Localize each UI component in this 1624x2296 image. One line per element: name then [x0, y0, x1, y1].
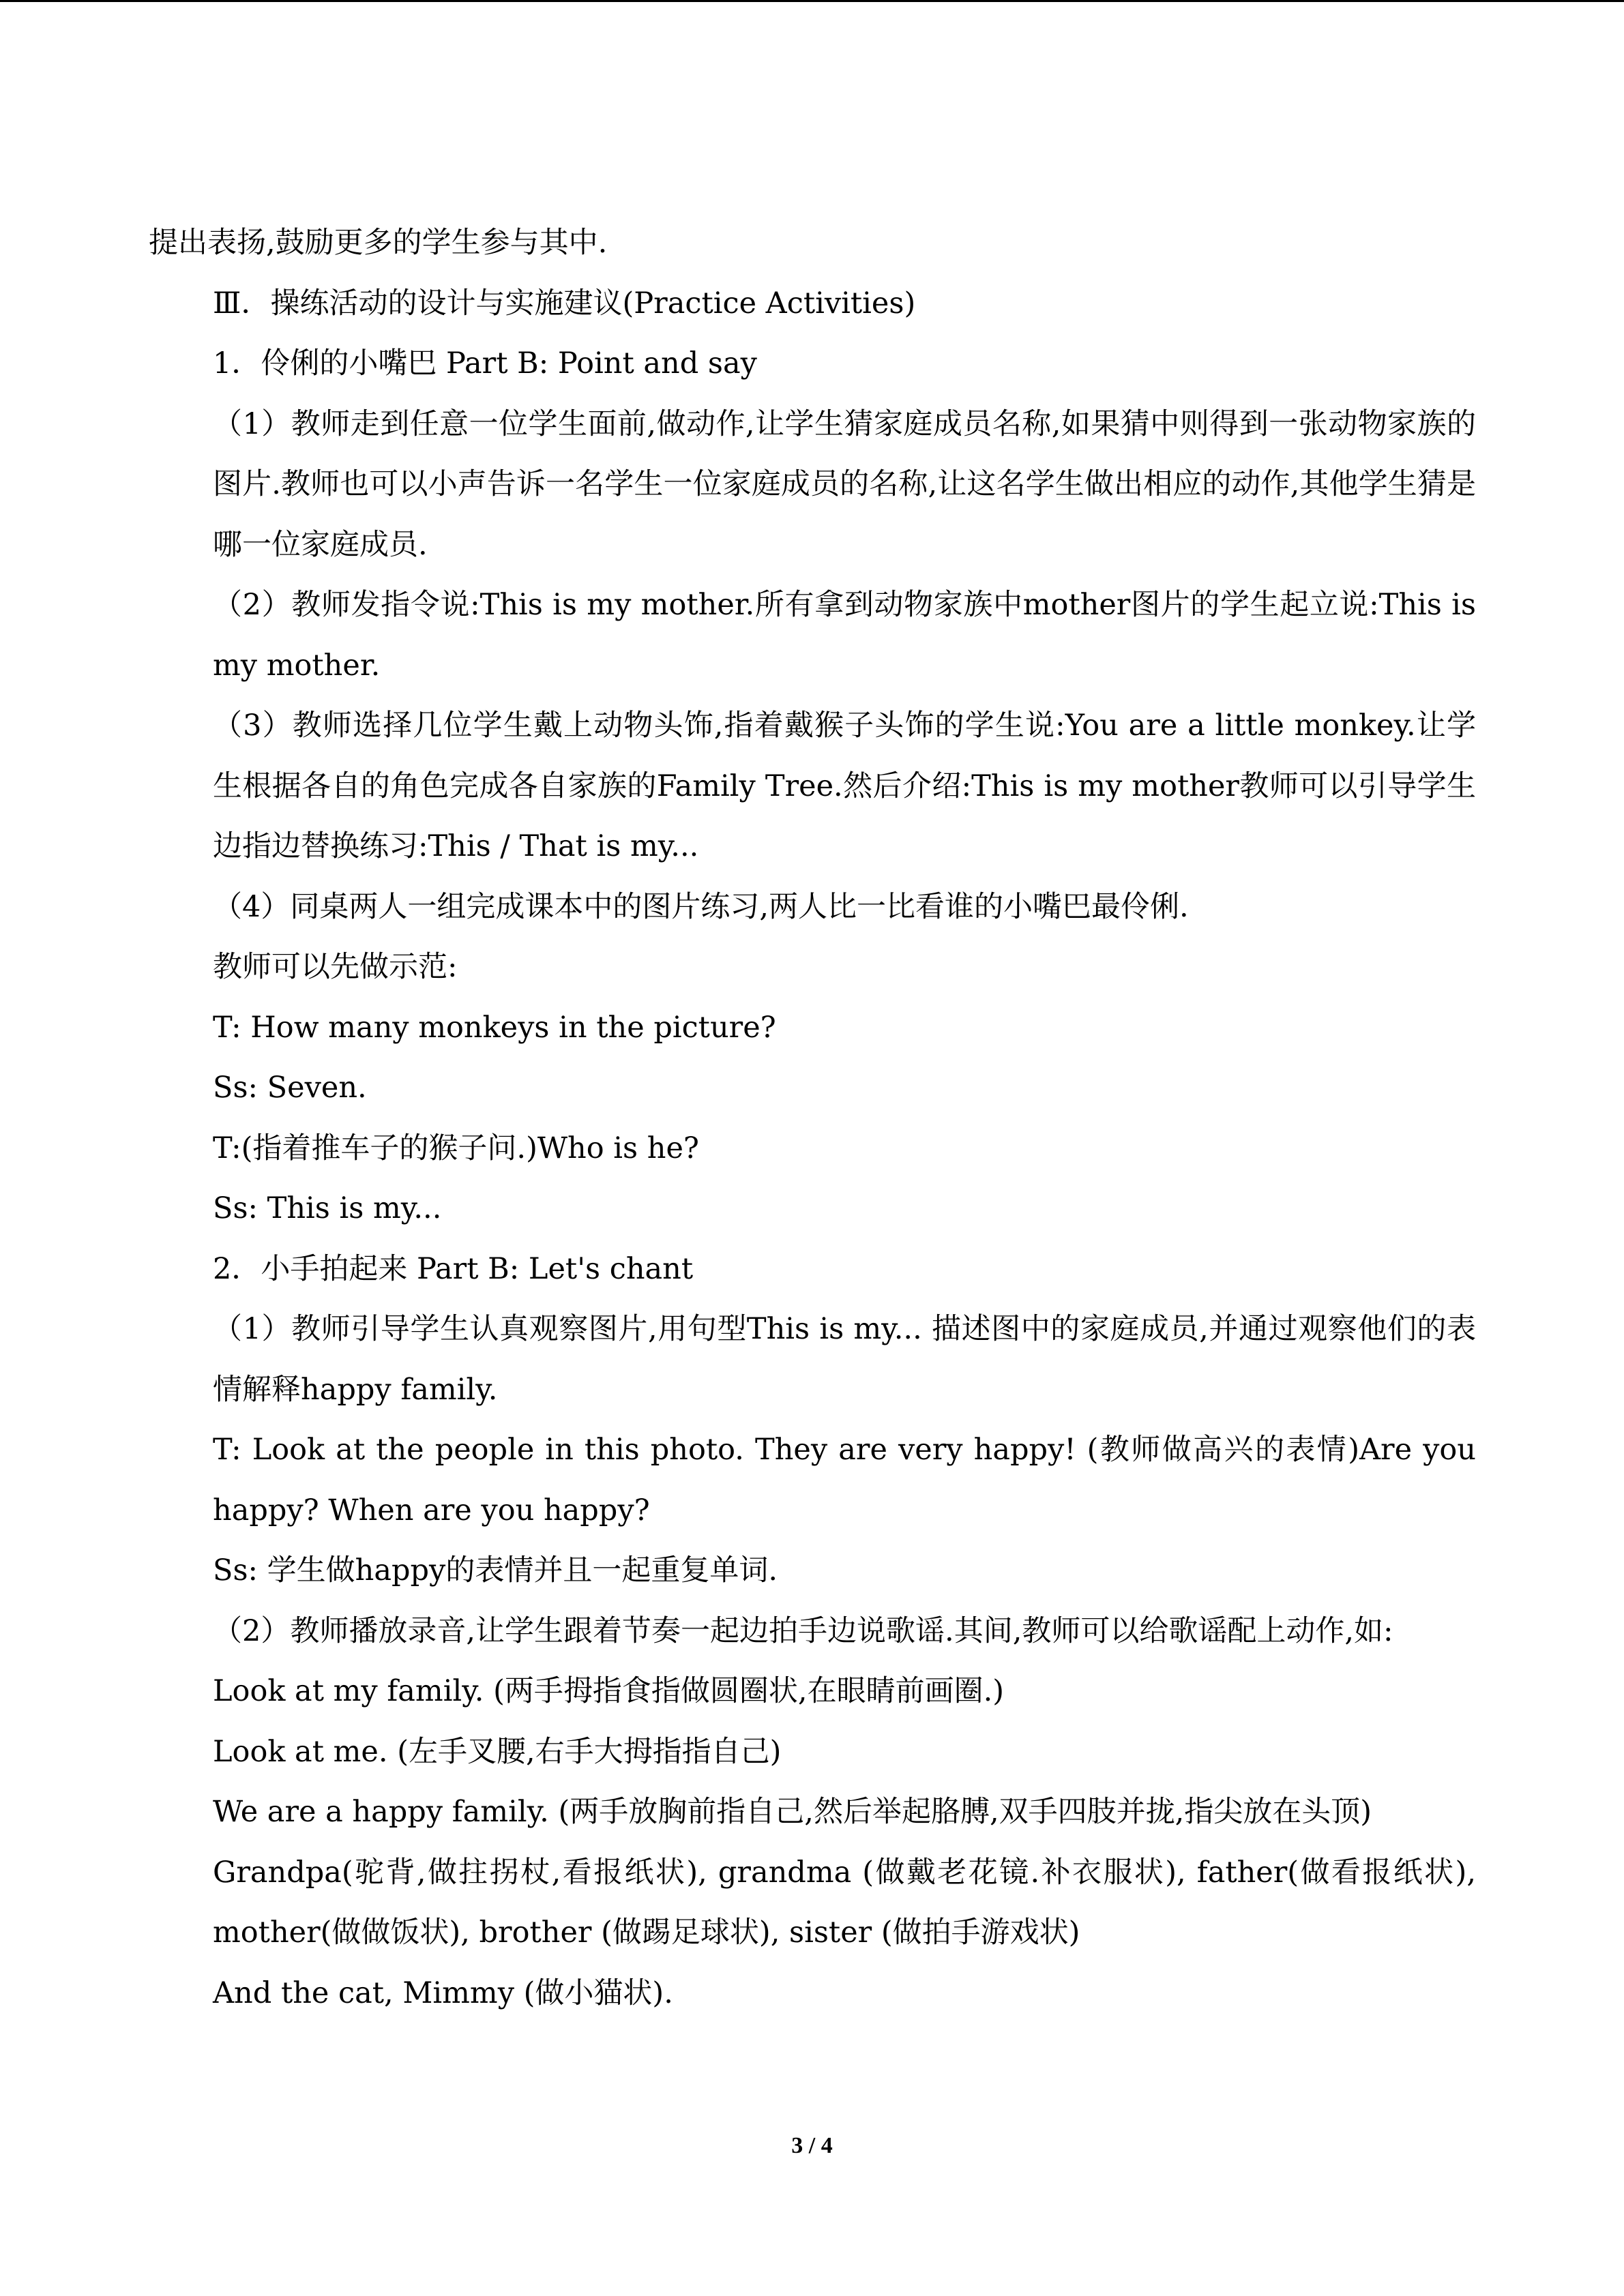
chant-line: Grandpa(驼背,做拄拐杖,看报纸状), grandma (做戴老花镜.补衣服状), father(做看报纸状), mother(做做饭状), brother (做踢足球状), sister (做拍手游戏状) [213, 1855, 1476, 1950]
chant-line: We are a happy family. (两手放胸前指自己,然后举起胳膊,双手四肢并拢,指尖放在头顶) [213, 1795, 1372, 1829]
paragraph: （3）教师选择几位学生戴上动物头饰,指着戴猴子头饰的学生说:You are a little monkey.让学生根据各自的角色完成各自家族的Family Tree.然后介绍:This is my mother教师可以引导学生边指边替换练习:This / That is my... [213, 709, 1476, 863]
dialogue-line: Ss: This is my... [213, 1191, 442, 1225]
paragraph: （1）教师走到任意一位学生面前,做动作,让学生猜家庭成员名称,如果猜中则得到一张动物家族的图片.教师也可以小声告诉一名学生一位家庭成员的名称,让这名学生做出相应的动作,其他学生猜是哪一位家庭成员. [213, 406, 1476, 562]
paragraph: （1）教师引导学生认真观察图片,用句型This is my... 描述图中的家庭成员,并通过观察他们的表情解释happy family. [213, 1312, 1476, 1407]
top-border-line [0, 0, 1624, 2]
paragraph: （2）教师播放录音,让学生跟着节奏一起边拍手边说歌谣.其间,教师可以给歌谣配上动作,如: [213, 1613, 1393, 1648]
paragraph: 提出表扬,鼓励更多的学生参与其中. [149, 226, 608, 260]
paragraph: （4）同桌两人一组完成课本中的图片练习,两人比一比看谁的小嘴巴最伶俐. [213, 889, 1189, 924]
chant-line: Look at me. (左手叉腰,右手大拇指指自己) [213, 1734, 782, 1769]
activity-heading: 1．伶俐的小嘴巴 Part B: Point and say [213, 346, 757, 381]
dialogue-line: T:(指着推车子的猴子问.)Who is he? [213, 1131, 699, 1165]
page-number: 3 / 4 [791, 2133, 833, 2158]
paragraph: 教师可以先做示范: [213, 950, 458, 984]
chant-line: Look at my family. (两手拇指食指做圆圈状,在眼睛前画圈.) [213, 1674, 1005, 1708]
dialogue-line: T: How many monkeys in the picture? [213, 1010, 776, 1045]
dialogue-line: Ss: Seven. [213, 1071, 367, 1105]
paragraph: （2）教师发指令说:This is my mother.所有拿到动物家族中mother图片的学生起立说:This is my mother. [213, 588, 1476, 683]
document-body [149, 213, 1476, 2023]
dialogue-line: Ss: 学生做happy的表情并且一起重复单词. [213, 1553, 778, 1587]
section-heading: Ⅲ．操练活动的设计与实施建议(Practice Activities) [213, 286, 916, 320]
dialogue-line: T: Look at the people in this photo. They are very happy! (教师做高兴的表情)Are you happy? When are you happy? [213, 1433, 1476, 1527]
activity-heading: 2．小手拍起来 Part B: Let's chant [213, 1251, 694, 1286]
chant-line: And the cat, Mimmy (做小猫状). [213, 1976, 673, 2010]
